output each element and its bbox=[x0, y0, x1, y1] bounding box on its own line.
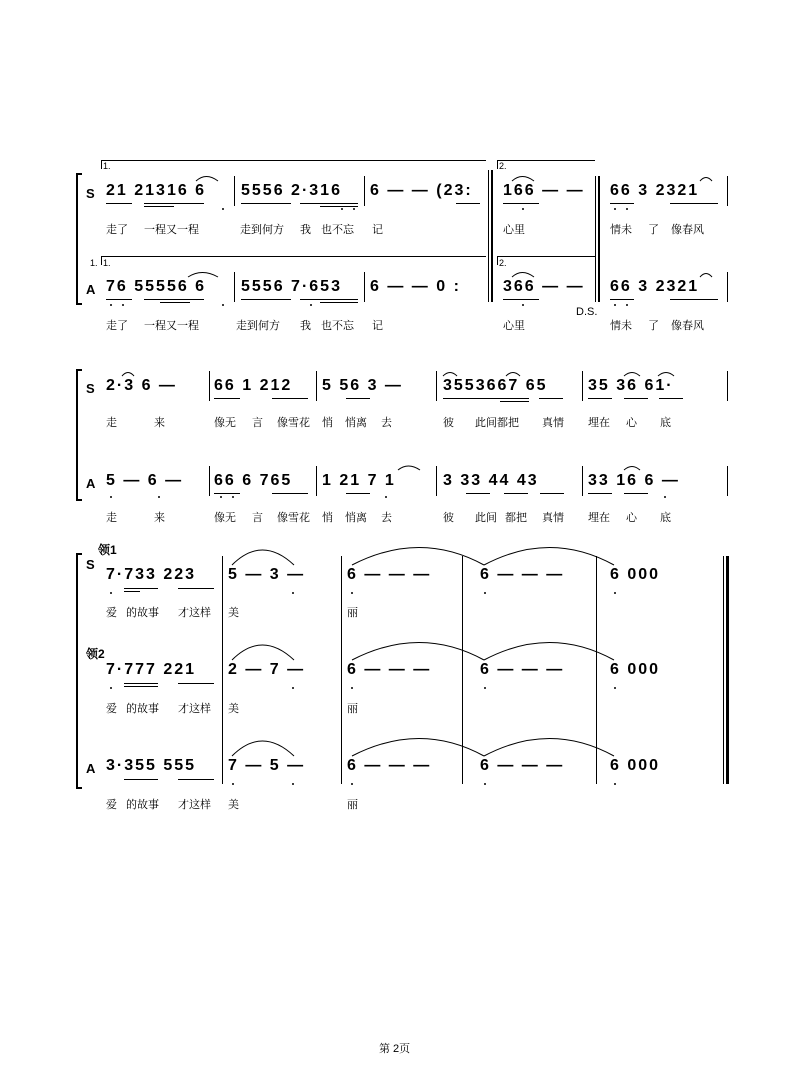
a2-lyric-1: 走 bbox=[106, 512, 117, 524]
a2-lyric-9: 彼 bbox=[443, 512, 454, 524]
alto-ending-prefix: 1. bbox=[90, 258, 98, 268]
a1-lyric-6: 记 bbox=[372, 320, 383, 332]
a3-measure-3: 6 — — — bbox=[347, 757, 432, 774]
s3-lyric-4: 美 bbox=[228, 607, 239, 619]
s1-lyric-9: 了 bbox=[648, 224, 659, 236]
s1-measure-4: 166 — — bbox=[503, 182, 585, 199]
l2-lyric-1: 爱 bbox=[106, 703, 117, 715]
l2-measure-5: 6 000 bbox=[610, 661, 661, 678]
s2-measure-5: 35 36 61· bbox=[588, 377, 674, 394]
l2-measure-1: 7·777 221 bbox=[106, 661, 197, 678]
slur bbox=[232, 741, 294, 756]
a3-measure-1: 3·355 555 bbox=[106, 757, 197, 774]
s3-lyric-1: 爱 bbox=[106, 607, 117, 619]
slur bbox=[658, 373, 674, 377]
s1-lyric-7: 心里 bbox=[503, 224, 525, 236]
s2-lyric-3: 像无 bbox=[214, 417, 236, 429]
a1-measure-1: 76 55556 6 bbox=[106, 278, 207, 295]
a2-lyric-2: 来 bbox=[154, 512, 165, 524]
ending-2-label: 2. bbox=[499, 161, 507, 171]
a3-lyric-4: 美 bbox=[228, 799, 239, 811]
a1-measure-5: 66 3 2321 bbox=[610, 278, 700, 295]
slur bbox=[352, 643, 484, 661]
a1-lyric-3: 走到何方 bbox=[236, 320, 280, 332]
page-number: 第 2页 bbox=[379, 1043, 411, 1055]
a2-lyric-12: 真情 bbox=[542, 512, 564, 524]
a2-lyric-13: 埋在 bbox=[588, 512, 610, 524]
s1-lyric-2: 一程又一程 bbox=[144, 224, 199, 236]
s3-measure-1: 7·733 223 bbox=[106, 566, 197, 583]
a2-lyric-6: 悄 bbox=[322, 512, 333, 524]
s3-measure-3: 6 — — — bbox=[347, 566, 432, 583]
a3-lyric-1: 爱 bbox=[106, 799, 117, 811]
a2-measure-1: 5 — 6 — bbox=[106, 472, 184, 489]
slur bbox=[398, 466, 420, 470]
l2-lyric-2: 的故事 bbox=[126, 703, 159, 715]
a2-lyric-7: 悄离 bbox=[345, 512, 367, 524]
a1-measure-3: 6 — — 0 : bbox=[370, 278, 461, 295]
s1-lyric-1: 走了 bbox=[106, 224, 128, 236]
a2-lyric-11: 都把 bbox=[505, 512, 527, 524]
slur bbox=[484, 548, 614, 566]
voice-label-a: A bbox=[86, 282, 96, 297]
voice-label-a: A bbox=[86, 761, 96, 776]
s2-lyric-2: 来 bbox=[154, 417, 165, 429]
slur bbox=[624, 467, 640, 471]
s2-lyric-14: 底 bbox=[660, 417, 671, 429]
s3-lyric-3: 才这样 bbox=[178, 607, 211, 619]
a2-measure-3: 1 21 7 1 bbox=[322, 472, 396, 489]
s2-lyric-5: 像雪花 bbox=[277, 417, 310, 429]
s2-measure-3: 5 56 3 — bbox=[322, 377, 403, 394]
s2-lyric-8: 去 bbox=[381, 417, 392, 429]
a3-lyric-5: 丽 bbox=[347, 799, 358, 811]
alto-ending-2-label: 2. bbox=[499, 258, 507, 268]
slur bbox=[484, 643, 614, 661]
a2-lyric-14: 心 bbox=[626, 512, 637, 524]
slur bbox=[700, 178, 712, 182]
lead-1-label: 领1 bbox=[98, 543, 117, 557]
l2-measure-4: 6 — — — bbox=[480, 661, 565, 678]
a2-lyric-5: 像雪花 bbox=[277, 512, 310, 524]
s1-lyric-4: 我 bbox=[300, 224, 311, 236]
a2-measure-5: 33 16 6 — bbox=[588, 472, 680, 489]
lead-2-label: 领2 bbox=[86, 647, 105, 661]
slur bbox=[624, 373, 640, 377]
a2-lyric-4: 言 bbox=[252, 512, 263, 524]
s1-measure-2: 5556 2·316 bbox=[241, 182, 342, 199]
a1-lyric-4: 我 bbox=[300, 320, 311, 332]
a1-lyric-9: 了 bbox=[648, 320, 659, 332]
voice-label-s: S bbox=[86, 186, 95, 201]
s3-measure-4: 6 — — — bbox=[480, 566, 565, 583]
s1-lyric-5: 也不忘 bbox=[321, 224, 354, 236]
slur bbox=[506, 373, 520, 377]
l2-measure-3: 6 — — — bbox=[347, 661, 432, 678]
s3-lyric-2: 的故事 bbox=[126, 607, 159, 619]
a2-measure-2: 66 6 765 bbox=[214, 472, 293, 489]
a1-measure-4: 366 — — bbox=[503, 278, 585, 295]
s1-lyric-6: 记 bbox=[372, 224, 383, 236]
s2-lyric-11: 真情 bbox=[542, 417, 564, 429]
l2-lyric-3: 才这样 bbox=[178, 703, 211, 715]
voice-label-s: S bbox=[86, 381, 95, 396]
s2-lyric-7: 悄离 bbox=[345, 417, 367, 429]
s2-lyric-9: 彼 bbox=[443, 417, 454, 429]
slur bbox=[196, 177, 218, 182]
s1-measure-1: 21 21316 6 bbox=[106, 182, 207, 199]
a3-lyric-3: 才这样 bbox=[178, 799, 211, 811]
s3-measure-2: 5 — 3 — bbox=[228, 566, 306, 583]
slur bbox=[352, 548, 484, 566]
s3-measure-5: 6 000 bbox=[610, 566, 661, 583]
voice-label-s: S bbox=[86, 557, 95, 572]
s2-measure-1: 2·3 6 — bbox=[106, 377, 177, 394]
slur bbox=[188, 273, 218, 278]
a1-lyric-8: 情未 bbox=[610, 320, 632, 332]
slur bbox=[512, 177, 534, 182]
l2-measure-2: 2 — 7 — bbox=[228, 661, 306, 678]
slur bbox=[232, 550, 294, 565]
slur bbox=[484, 739, 614, 757]
voice-label-a: A bbox=[86, 476, 96, 491]
a2-lyric-15: 底 bbox=[660, 512, 671, 524]
s2-lyric-4: 言 bbox=[252, 417, 263, 429]
s2-measure-4: 3553667 65 bbox=[443, 377, 548, 394]
alto-ending-1-label: 1. bbox=[103, 258, 111, 268]
slur bbox=[512, 273, 534, 278]
l2-lyric-5: 丽 bbox=[347, 703, 358, 715]
s1-lyric-8: 情未 bbox=[610, 224, 632, 236]
s2-lyric-12: 埋在 bbox=[588, 417, 610, 429]
a1-lyric-2: 一程又一程 bbox=[144, 320, 199, 332]
a3-measure-2: 7 — 5 — bbox=[228, 757, 306, 774]
a3-measure-5: 6 000 bbox=[610, 757, 661, 774]
a2-measure-4: 3 33 44 43 bbox=[443, 472, 539, 489]
slur bbox=[700, 274, 712, 278]
a1-lyric-5: 也不忘 bbox=[321, 320, 354, 332]
s2-lyric-10: 此间都把 bbox=[475, 417, 519, 429]
slur bbox=[443, 373, 457, 377]
slur bbox=[232, 645, 294, 660]
s2-lyric-1: 走 bbox=[106, 417, 117, 429]
s1-lyric-10: 像春风 bbox=[671, 224, 704, 236]
l2-lyric-4: 美 bbox=[228, 703, 239, 715]
a3-lyric-2: 的故事 bbox=[126, 799, 159, 811]
a3-measure-4: 6 — — — bbox=[480, 757, 565, 774]
s2-measure-2: 66 1 212 bbox=[214, 377, 293, 394]
s2-lyric-13: 心 bbox=[626, 417, 637, 429]
a2-lyric-3: 像无 bbox=[214, 512, 236, 524]
a1-lyric-7: 心里 bbox=[503, 320, 525, 332]
s1-measure-5: 66 3 2321 bbox=[610, 182, 700, 199]
s2-lyric-6: 悄 bbox=[322, 417, 333, 429]
ending-1-label: 1. bbox=[103, 161, 111, 171]
a2-lyric-8: 去 bbox=[381, 512, 392, 524]
s1-lyric-3: 走到何方 bbox=[240, 224, 284, 236]
s1-measure-3: 6 — — (23: bbox=[370, 182, 473, 199]
a2-lyric-10: 此间 bbox=[475, 512, 497, 524]
slur bbox=[122, 373, 134, 377]
a1-measure-2: 5556 7·653 bbox=[241, 278, 342, 295]
slur bbox=[352, 739, 484, 757]
a1-lyric-1: 走了 bbox=[106, 320, 128, 332]
ds-marking: D.S. bbox=[576, 306, 598, 318]
s3-lyric-5: 丽 bbox=[347, 607, 358, 619]
a1-lyric-10: 像春风 bbox=[671, 320, 704, 332]
